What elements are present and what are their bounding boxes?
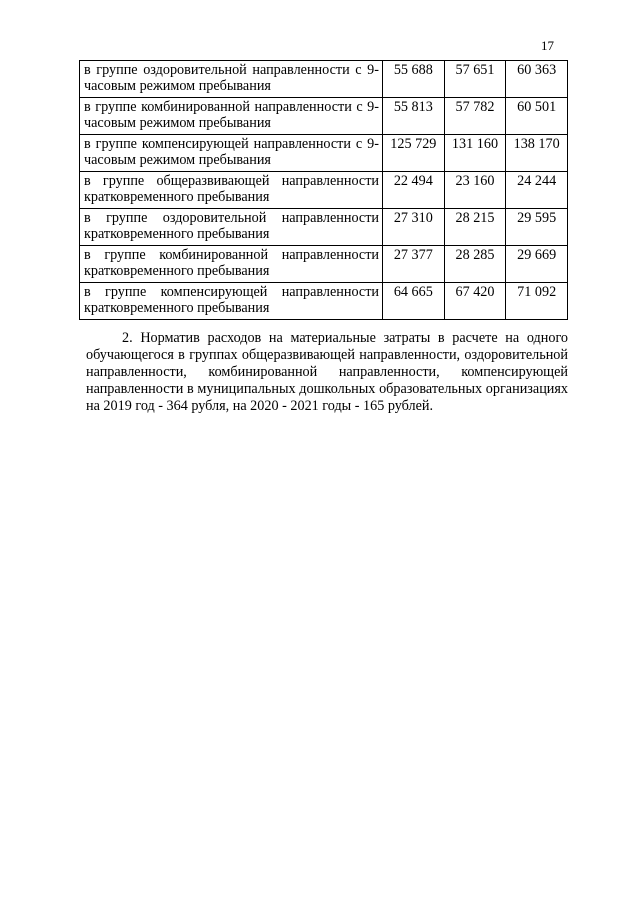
row-label: в группе компенсирующей направленности с 9-часовым режимом пребывания — [80, 135, 383, 172]
table-row — [80, 283, 568, 320]
row-label: в группе общеразвивающей направленности кратковременного пребывания — [80, 172, 383, 209]
value-2021: 24 244 — [506, 172, 568, 209]
value-2020: 28 215 — [444, 209, 506, 246]
table-row — [80, 246, 568, 283]
value-2020: 23 160 — [444, 172, 506, 209]
value-2019: 64 665 — [383, 283, 445, 320]
row-label: в группе оздоровительной направленности с 9-часовым режимом пребывания — [80, 61, 383, 98]
value-2021: 71 092 — [506, 283, 568, 320]
value-2019: 125 729 — [383, 135, 445, 172]
row-label: в группе компенсирующей направленности кратковременного пребывания — [80, 283, 383, 320]
table-row — [80, 135, 568, 172]
row-label: в группе оздоровительной направленности кратковременного пребывания — [80, 209, 383, 246]
value-2020: 28 285 — [444, 246, 506, 283]
value-2020: 67 420 — [444, 283, 506, 320]
value-2019: 22 494 — [383, 172, 445, 209]
value-2021: 29 595 — [506, 209, 568, 246]
table-row — [80, 172, 568, 209]
value-2021: 138 170 — [506, 135, 568, 172]
value-2021: 60 501 — [506, 98, 568, 135]
row-label: в группе комбинированной направленности с 9-часовым режимом пребывания — [80, 98, 383, 135]
value-2019: 55 688 — [383, 61, 445, 98]
value-2019: 27 377 — [383, 246, 445, 283]
table-row — [80, 61, 568, 98]
value-2019: 27 310 — [383, 209, 445, 246]
value-2019: 55 813 — [383, 98, 445, 135]
value-2021: 60 363 — [506, 61, 568, 98]
paragraph-material-costs: 2. Норматив расходов на материальные затраты в расчете на одного обучающегося в группах общеразвивающей направленности, оздоровительной направленности, комбинированной направленности, компенсирующей направленности в муниципальных дошкольных образовательных организациях на 2019 год - 364 рубля, на 2020 - 2021 годы - 165 рублей. — [86, 330, 568, 414]
value-2020: 57 782 — [444, 98, 506, 135]
norms-table — [79, 60, 568, 320]
value-2020: 131 160 — [444, 135, 506, 172]
row-label: в группе комбинированной направленности кратковременного пребывания — [80, 246, 383, 283]
table-row — [80, 98, 568, 135]
value-2020: 57 651 — [444, 61, 506, 98]
table-row — [80, 209, 568, 246]
page-number: 17 — [541, 38, 554, 53]
value-2021: 29 669 — [506, 246, 568, 283]
